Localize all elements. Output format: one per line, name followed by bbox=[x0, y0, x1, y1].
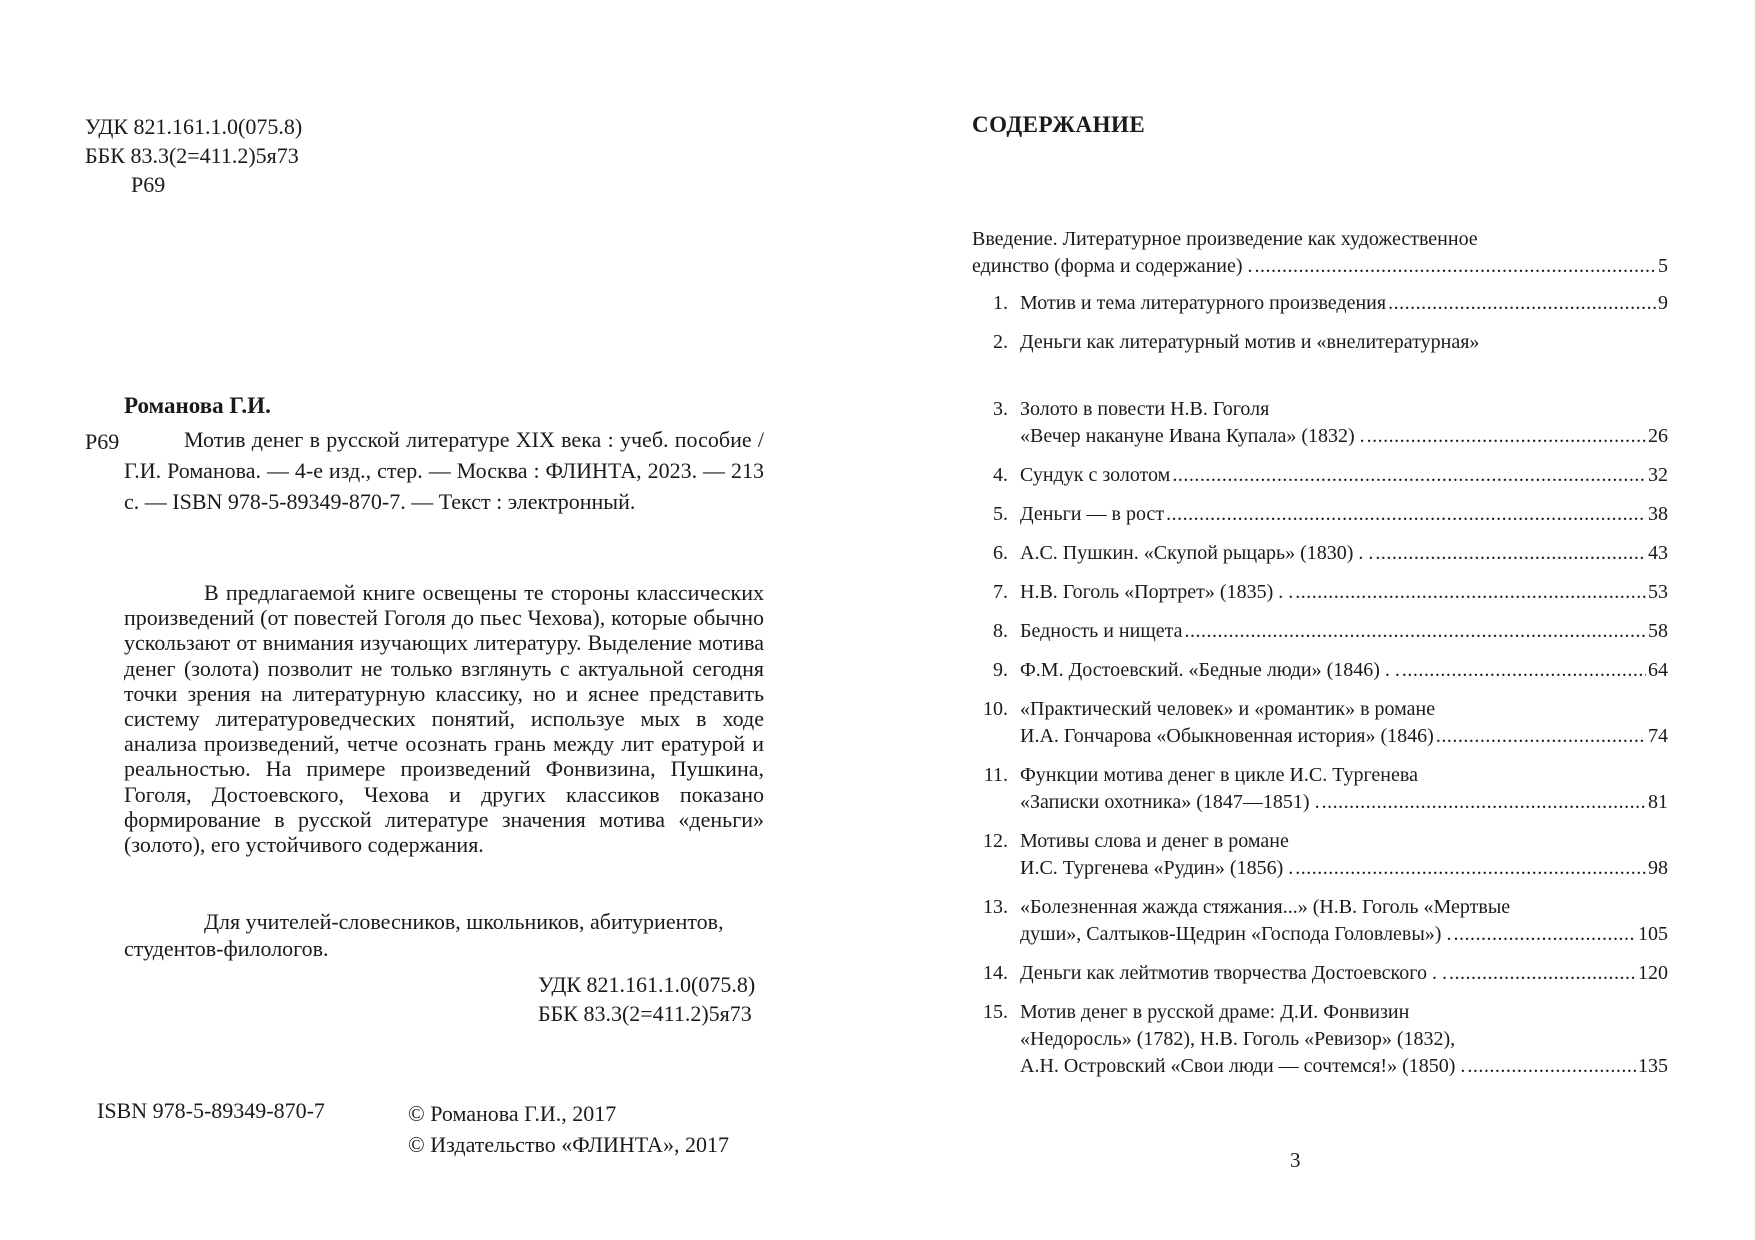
classification-block-bottom bbox=[538, 970, 755, 1028]
toc-item-last-line bbox=[1020, 462, 1668, 489]
toc-item-number: 15. bbox=[983, 1001, 1008, 1023]
udk-code: УДК 821.161.1.0(075.8) bbox=[85, 114, 303, 139]
toc-item-title: Ф.М. Достоевский. «Бедные люди» (1846) . . bbox=[1020, 659, 1400, 681]
annotation: В предлагаемой книге освещены те стороны классических произведений (от повестей Гоголя до пьес Чехова), которые обычно ускользают от внимания изучающих литературу. Выделение мотива денег (золота) позволит не только взглянуть с актуальной сегодня точки зрения на литературную классику, но и яснее представить систему литературоведческих понятий, используе мых в ходе анализа произведений, четче осознать грань между лит ературой и реальностью. На примере произведений Фонвизина, Пушкина, Гоголя, Достоевского, Чехова и других классиков показано формирование в русской литературе значения мотива «деньги» (золото), его устойчивого содержания. bbox=[124, 580, 764, 858]
toc-item-number: 9. bbox=[993, 659, 1008, 681]
toc-item-page: 53 bbox=[1648, 581, 1668, 603]
toc-item-number: 8. bbox=[993, 620, 1008, 642]
toc-item bbox=[972, 396, 1668, 450]
toc-item-number: 14. bbox=[983, 962, 1008, 984]
toc-item-number: 13. bbox=[983, 896, 1008, 918]
toc-item-page: 81 bbox=[1648, 791, 1668, 813]
leader-dots bbox=[1295, 855, 1646, 882]
toc-item-title: души», Салтыков-Щедрин «Господа Головлевы») . bbox=[1020, 923, 1452, 945]
toc-item-body bbox=[1020, 579, 1668, 606]
toc-item-title: Бедность и нищета bbox=[1020, 620, 1183, 642]
toc-item-last-line bbox=[1020, 657, 1668, 684]
toc-intro-last-line bbox=[972, 253, 1668, 280]
leader-dots bbox=[1367, 423, 1646, 450]
toc-item-number: 4. bbox=[993, 464, 1008, 486]
toc-item-title: Деньги как лейтмотив творчества Достоевского . . bbox=[1020, 962, 1447, 984]
toc-item-line: Мотивы слова и денег в романе bbox=[1020, 830, 1289, 852]
toc-item-line: Мотив денег в русской драме: Д.И. Фонвизин bbox=[1020, 1001, 1410, 1023]
toc-item-page: 32 bbox=[1648, 464, 1668, 486]
toc-item-title: Сундук с золотом bbox=[1020, 464, 1171, 486]
toc-item-page: 74 bbox=[1648, 725, 1668, 747]
toc-item-number: 2. bbox=[993, 331, 1008, 353]
toc-item-number: 12. bbox=[983, 830, 1008, 852]
toc-item bbox=[972, 828, 1668, 882]
toc-item bbox=[972, 462, 1668, 489]
toc-item-line: «Недоросль» (1782), Н.В. Гоголь «Ревизор» (1832), bbox=[1020, 1028, 1456, 1050]
toc-item-body bbox=[1020, 540, 1668, 567]
biblio-author-sign: Р69 bbox=[85, 429, 120, 454]
toc-item-last-line bbox=[1020, 723, 1668, 750]
toc-intro-text: единство (форма и содержание) . bbox=[972, 255, 1253, 277]
toc-item-body bbox=[1020, 960, 1668, 987]
copyright-author: © Романова Г.И., 2017 bbox=[408, 1101, 617, 1126]
leader-dots bbox=[1453, 921, 1636, 948]
toc-item-last-line bbox=[1020, 1053, 1668, 1080]
toc-item-page: 58 bbox=[1648, 620, 1668, 642]
toc-item-title: И.С. Тургенева «Рудин» (1856) . bbox=[1020, 857, 1294, 879]
toc-item-title: «Вечер накануне Ивана Купала» (1832) . bbox=[1020, 425, 1365, 447]
toc-item-last-line bbox=[1020, 789, 1668, 816]
toc-item bbox=[972, 999, 1668, 1080]
toc-item-body bbox=[1020, 618, 1668, 645]
leader-dots bbox=[1184, 618, 1646, 645]
toc-item-page: 105 bbox=[1638, 923, 1668, 945]
toc-intro-line: Введение. Литературное произведение как художественное bbox=[972, 228, 1478, 250]
toc-item-body bbox=[1020, 894, 1668, 948]
toc-item-title: А.Н. Островский «Свои люди — сочтемся!» (1850) . bbox=[1020, 1055, 1466, 1077]
toc-item-page: 9 bbox=[1658, 292, 1668, 314]
toc-item-body bbox=[1020, 396, 1668, 450]
toc-item-number: 10. bbox=[983, 698, 1008, 720]
toc-item-title: «Записки охотника» (1847—1851) . bbox=[1020, 791, 1320, 813]
leader-dots bbox=[1388, 290, 1656, 317]
toc-title: СОДЕРЖАНИЕ bbox=[972, 112, 1146, 137]
audience-note: Для учителей-словесников, школьников, абитуриентов, студентов-филологов. bbox=[124, 909, 724, 961]
toc-item-body bbox=[1020, 696, 1668, 750]
toc-item-line: Золото в повести Н.В. Гоголя bbox=[1020, 398, 1270, 420]
toc-intro-page: 5 bbox=[1658, 255, 1668, 277]
toc-item-body bbox=[1020, 462, 1668, 489]
toc-item-title: Н.В. Гоголь «Портрет» (1835) . . bbox=[1020, 581, 1294, 603]
udk-code-bottom: УДК 821.161.1.0(075.8) bbox=[538, 972, 756, 997]
toc-item bbox=[972, 290, 1668, 317]
toc-item-last-line bbox=[1020, 290, 1668, 317]
toc-item-line: «Практический человек» и «романтик» в романе bbox=[1020, 698, 1436, 720]
leader-dots bbox=[1375, 540, 1646, 567]
toc-item-last-line bbox=[1020, 501, 1668, 528]
toc-item-number: 3. bbox=[993, 398, 1008, 420]
toc-item-page: 38 bbox=[1648, 503, 1668, 525]
toc-item-last-line bbox=[1020, 540, 1668, 567]
left-page bbox=[0, 0, 877, 1240]
toc-item-last-line bbox=[1020, 855, 1668, 882]
toc-item-page: 120 bbox=[1638, 962, 1668, 984]
toc-item bbox=[972, 329, 1668, 356]
toc-item-last-line bbox=[1020, 579, 1668, 606]
toc-item-last-line bbox=[1020, 618, 1668, 645]
toc-item-page: 26 bbox=[1648, 425, 1668, 447]
bibliographic-description: Мотив денег в русской литературе XIX века : учеб. пособие / Г.И. Романова. — 4-е изд., стер. — Москва : ФЛИНТА, 2023. — 213 с. — ISBN 978-5-89349-870-7. — Текст : электронный. bbox=[124, 427, 764, 514]
leader-dots bbox=[1449, 960, 1636, 987]
right-page bbox=[877, 0, 1755, 1240]
leader-dots bbox=[1402, 657, 1646, 684]
leader-dots bbox=[1322, 789, 1646, 816]
toc-list bbox=[972, 290, 1668, 1092]
leader-dots bbox=[1436, 723, 1646, 750]
toc-item-number: 5. bbox=[993, 503, 1008, 525]
toc-item-title: Деньги — в рост bbox=[1020, 503, 1165, 525]
toc-item-title: А.С. Пушкин. «Скупой рыцарь» (1830) . . bbox=[1020, 542, 1374, 564]
author-name: Романова Г.И. bbox=[124, 393, 271, 418]
toc-item-page: 135 bbox=[1638, 1055, 1668, 1077]
toc-item bbox=[972, 762, 1668, 816]
toc-item-last-line bbox=[1020, 423, 1668, 450]
toc-item-number: 1. bbox=[993, 292, 1008, 314]
leader-dots bbox=[1166, 501, 1646, 528]
leader-dots bbox=[1172, 462, 1646, 489]
toc-item-number: 6. bbox=[993, 542, 1008, 564]
isbn: ISBN 978-5-89349-870-7 bbox=[97, 1098, 325, 1123]
toc-item bbox=[972, 960, 1668, 987]
toc-item-body bbox=[1020, 762, 1668, 816]
toc-item bbox=[972, 540, 1668, 567]
leader-dots bbox=[1295, 579, 1646, 606]
page-number: 3 bbox=[1290, 1148, 1301, 1172]
toc-item-body bbox=[1020, 828, 1668, 882]
toc-intro bbox=[972, 226, 1668, 280]
toc-item-body bbox=[1020, 329, 1668, 356]
author-sign: Р69 bbox=[131, 172, 166, 197]
toc-item-body bbox=[1020, 657, 1668, 684]
toc-item-title: Деньги как литературный мотив и «внелитературная» bbox=[1020, 331, 1480, 353]
toc-item bbox=[972, 579, 1668, 606]
toc-item-body bbox=[1020, 999, 1668, 1080]
toc-item-title: Мотив и тема литературного произведения bbox=[1020, 292, 1387, 314]
toc-item-last-line bbox=[1020, 921, 1668, 948]
toc-item-title: И.А. Гончарова «Обыкновенная история» (1846) bbox=[1020, 725, 1434, 747]
toc-item-line: «Болезненная жажда стяжания...» (Н.В. Гоголь «Мертвые bbox=[1020, 896, 1511, 918]
copyright-publisher: © Издательство «ФЛИНТА», 2017 bbox=[408, 1132, 729, 1157]
copyright-block bbox=[408, 1098, 729, 1160]
toc-item-body bbox=[1020, 501, 1668, 528]
toc-item-page: 64 bbox=[1648, 659, 1668, 681]
toc-item-line: Функции мотива денег в цикле И.С. Тургенева bbox=[1020, 764, 1418, 786]
toc-item-number: 11. bbox=[983, 764, 1008, 786]
toc-item-page: 98 bbox=[1648, 857, 1668, 879]
toc-item bbox=[972, 696, 1668, 750]
bbk-code: ББК 83.3(2=411.2)5я73 bbox=[85, 143, 299, 168]
leader-dots bbox=[1255, 253, 1656, 280]
toc-item bbox=[972, 657, 1668, 684]
toc-item-last-line bbox=[1020, 329, 1668, 356]
toc-item bbox=[972, 894, 1668, 948]
toc-item bbox=[972, 618, 1668, 645]
toc-item bbox=[972, 501, 1668, 528]
leader-dots bbox=[1467, 1053, 1636, 1080]
classification-block-top bbox=[85, 112, 302, 199]
toc-item-number: 7. bbox=[993, 581, 1008, 603]
bbk-code-bottom: ББК 83.3(2=411.2)5я73 bbox=[538, 1001, 752, 1026]
toc-item-page: 43 bbox=[1648, 542, 1668, 564]
toc-item-last-line bbox=[1020, 960, 1668, 987]
toc-item-body bbox=[1020, 290, 1668, 317]
